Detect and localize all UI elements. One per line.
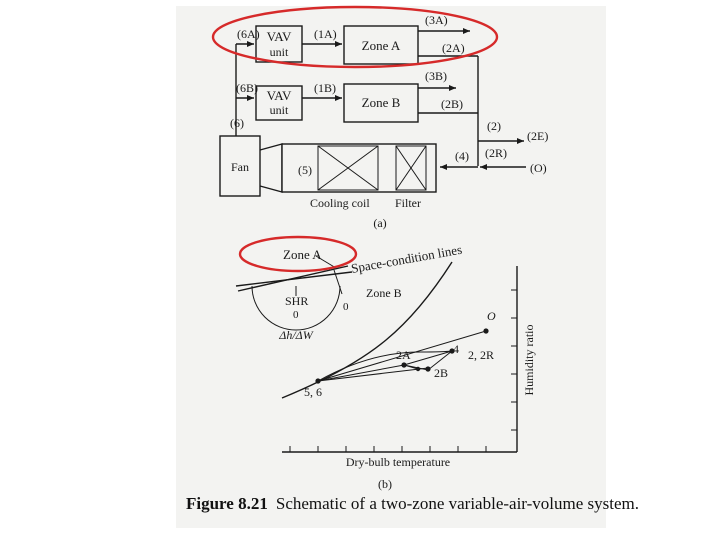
schematic bbox=[220, 13, 548, 230]
label-point-2b: 2B bbox=[434, 366, 449, 380]
label-6: (6) bbox=[230, 116, 244, 130]
part-a-label: (a) bbox=[373, 216, 387, 230]
fan-label: Fan bbox=[231, 160, 249, 174]
label-2a: (2A) bbox=[442, 41, 465, 55]
label-2r: (2R) bbox=[485, 146, 507, 160]
shr-protractor bbox=[236, 242, 463, 342]
x-axis-label: Dry-bulb temperature bbox=[345, 455, 451, 469]
point-2b bbox=[425, 366, 430, 371]
x-axis-ticks bbox=[290, 446, 486, 452]
label-1a: (1A) bbox=[314, 27, 337, 41]
shr-label: SHR bbox=[285, 294, 309, 308]
zone-a-inset-label: Zone A bbox=[283, 247, 322, 262]
y-axis-ticks bbox=[511, 290, 517, 430]
protractor-zero-2: 0 bbox=[343, 301, 349, 313]
y-axis-label: Humidity ratio bbox=[522, 324, 536, 396]
label-point-o: O bbox=[487, 309, 496, 323]
label-2b: (2B) bbox=[441, 97, 463, 111]
vav-unit-a-line2: unit bbox=[269, 45, 289, 59]
label-4: (4) bbox=[455, 149, 469, 163]
cooling-coil-label: Cooling coil bbox=[310, 196, 370, 210]
label-point-4: 4 bbox=[453, 342, 459, 356]
zone-a-label: Zone A bbox=[361, 38, 401, 53]
vav-unit-a-line1: VAV bbox=[266, 29, 292, 44]
zone-b-label: Zone B bbox=[361, 95, 401, 110]
label-o: (O) bbox=[530, 161, 547, 175]
vav-unit-b-line2: unit bbox=[269, 103, 289, 117]
label-1b: (1B) bbox=[314, 81, 336, 95]
space-condition-lines-label: Space-condition lines bbox=[349, 241, 464, 276]
vav-unit-b-line1: VAV bbox=[266, 88, 292, 103]
label-6b: (6B) bbox=[236, 81, 258, 95]
point-o bbox=[483, 328, 488, 333]
figure-caption-text: Schematic of a two-zone variable-air-volume system. bbox=[275, 494, 639, 513]
point-2a bbox=[401, 362, 406, 367]
label-point-2a: 2A bbox=[396, 348, 411, 362]
zone-b-inset-label: Zone B bbox=[366, 286, 402, 300]
label-6a: (6A) bbox=[237, 27, 260, 41]
label-point-2-2r: 2, 2R bbox=[468, 348, 495, 362]
psychrometric-chart bbox=[236, 242, 536, 491]
label-5: (5) bbox=[298, 163, 312, 177]
label-3b: (3B) bbox=[425, 69, 447, 83]
enthalpy-ratio-label: Δh/ΔW bbox=[279, 328, 313, 342]
protractor-zero-1: 0 bbox=[293, 309, 299, 321]
fan-transition bbox=[260, 144, 282, 192]
point-5-6 bbox=[315, 378, 320, 383]
process-line-2b bbox=[318, 368, 428, 381]
label-point-5-6: 5, 6 bbox=[304, 385, 322, 399]
label-3a: (3A) bbox=[425, 13, 448, 27]
point-2-2r bbox=[416, 367, 420, 371]
figure-caption bbox=[186, 494, 639, 514]
figure-number: Figure 8.21 bbox=[186, 494, 268, 513]
label-2e: (2E) bbox=[527, 129, 549, 143]
space-condition-line-2 bbox=[236, 272, 352, 286]
label-2: (2) bbox=[487, 119, 501, 133]
filter-label: Filter bbox=[395, 196, 421, 210]
part-b-label: (b) bbox=[378, 477, 392, 491]
process-line-upper bbox=[318, 351, 452, 381]
